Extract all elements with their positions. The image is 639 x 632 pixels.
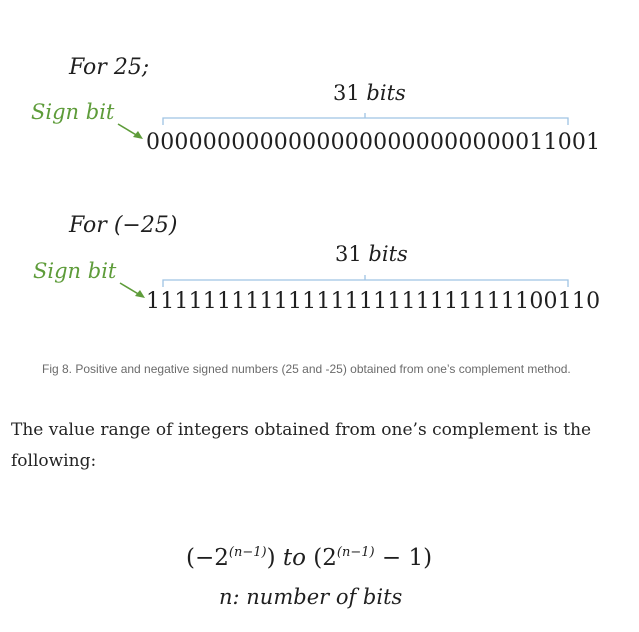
sign-bit-digit: 0 bbox=[146, 130, 161, 155]
sign-bit-arrow bbox=[116, 122, 146, 142]
sign-bit-label: Sign bit bbox=[33, 259, 117, 283]
body-paragraph: The value range of integers obtained from one’s complement is the following: bbox=[11, 420, 592, 471]
range-formula: $(-2^{(n-1)})$ to $(2^{(n-1)} - 1)$ bbox=[186, 545, 433, 571]
brace-bracket bbox=[158, 113, 578, 127]
binary-value-positive bbox=[146, 130, 600, 155]
heading-text: For (−25) bbox=[69, 213, 178, 238]
sign-bit-arrow bbox=[118, 281, 148, 301]
figure-heading-positive bbox=[69, 55, 149, 80]
sign-bit-digit: 1 bbox=[146, 289, 161, 314]
formula-legend: n: number of bits bbox=[219, 585, 403, 609]
binary-digits: 0000000000000000000000000011001 bbox=[160, 130, 601, 155]
bits-count-label: 31 bits bbox=[335, 242, 408, 266]
bits-count-label: 31 bits bbox=[333, 81, 406, 105]
figure-heading-negative bbox=[69, 213, 177, 238]
figure-caption: Fig 8. Positive and negative signed numbers (25 and -25) obtained from one’s complement method. bbox=[42, 362, 571, 376]
binary-value-negative bbox=[146, 289, 600, 314]
heading-text: For 25; bbox=[69, 55, 150, 80]
sign-bit-label: Sign bit bbox=[31, 100, 115, 124]
brace-bracket bbox=[158, 275, 578, 289]
binary-digits: 1111111111111111111111111100110 bbox=[160, 289, 601, 314]
